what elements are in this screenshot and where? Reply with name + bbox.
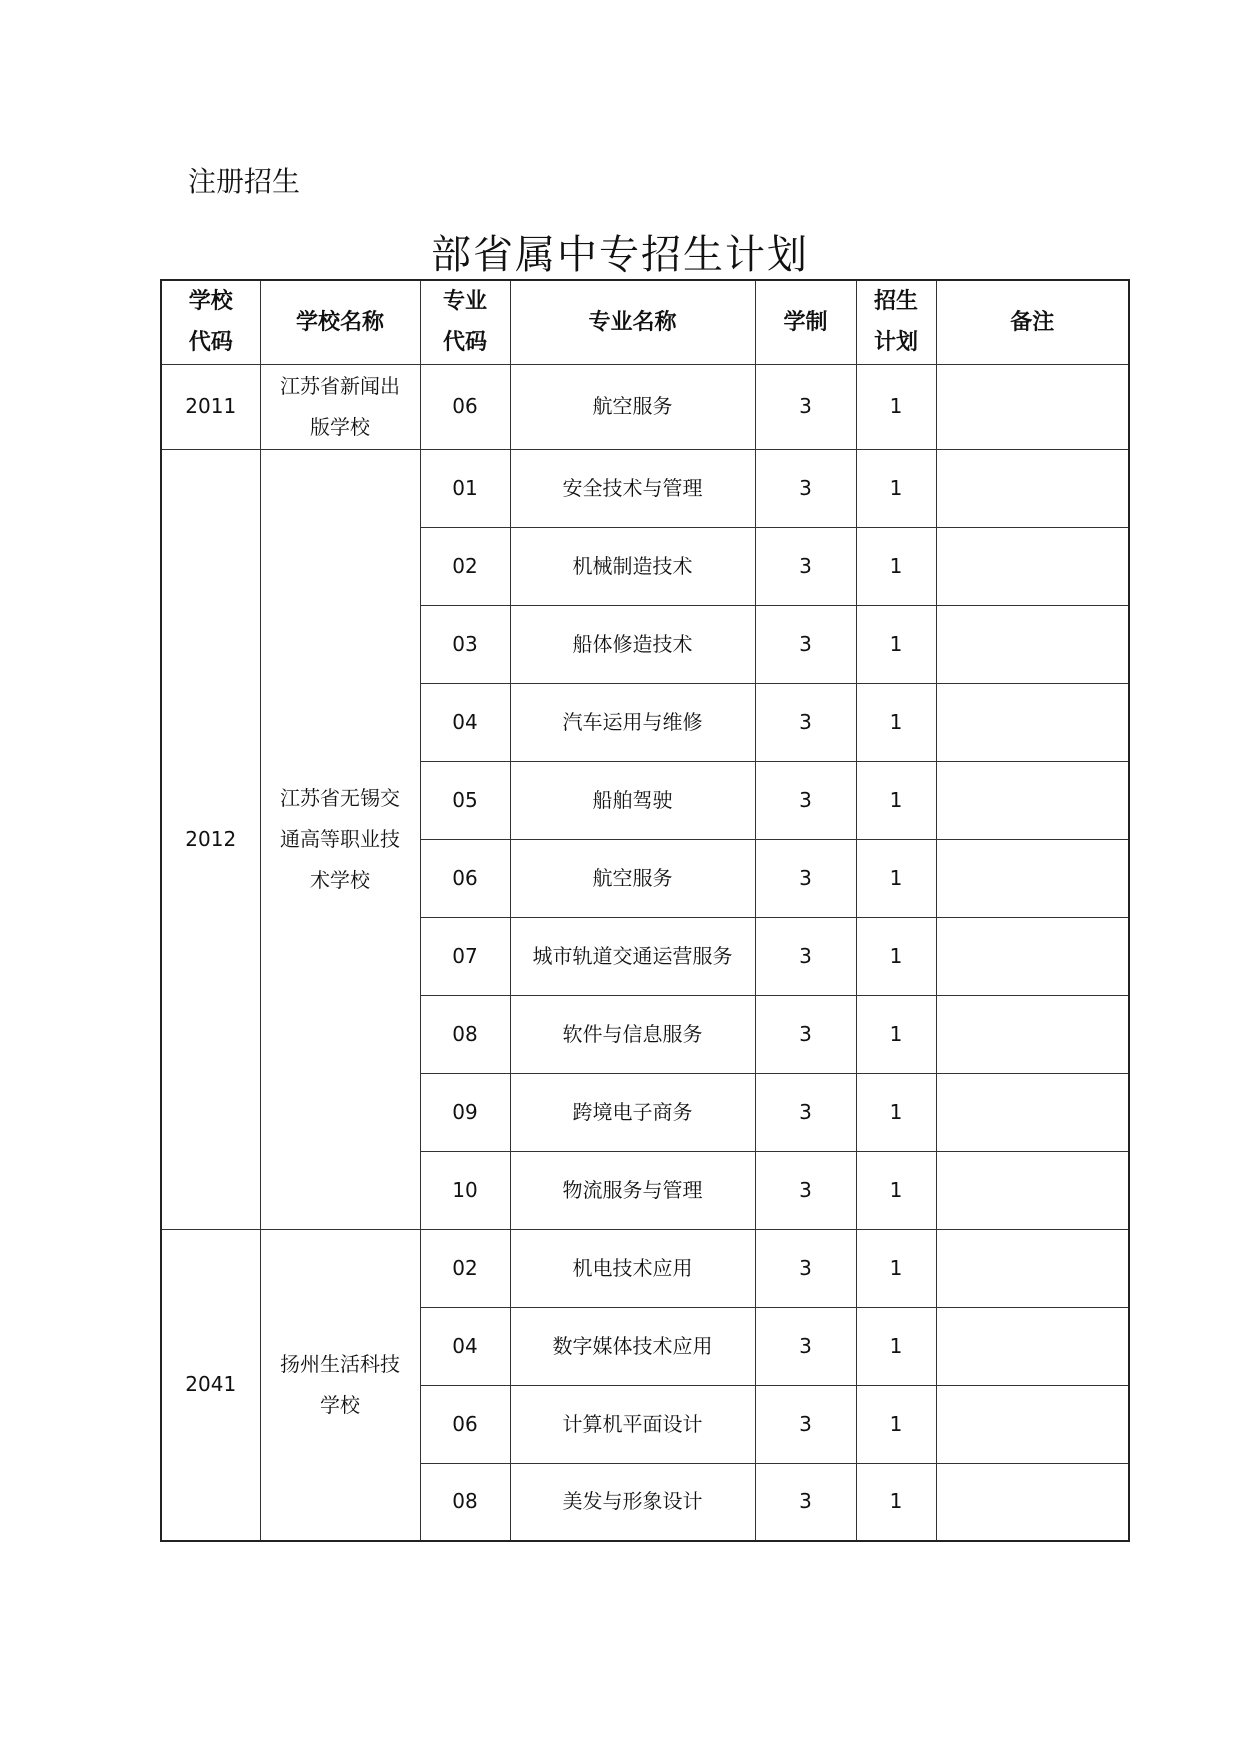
school-name-line: 通高等职业技	[280, 826, 400, 851]
major-code-cell: 04	[420, 683, 510, 761]
major-code-cell: 08	[420, 1463, 510, 1541]
table-row	[161, 1229, 1129, 1307]
school-name-line: 学校	[320, 1392, 360, 1417]
school-name-cell	[260, 364, 420, 449]
duration-cell: 3	[755, 995, 856, 1073]
remark-cell	[936, 683, 1129, 761]
page-title: 部省属中专招生计划	[431, 232, 809, 278]
duration-cell: 3	[755, 364, 856, 449]
duration-cell: 3	[755, 917, 856, 995]
remark-cell	[936, 1151, 1129, 1229]
major-name-cell: 航空服务	[510, 839, 755, 917]
plan-cell: 1	[856, 449, 936, 527]
major-code-cell: 01	[420, 449, 510, 527]
duration-cell: 3	[755, 761, 856, 839]
major-name-cell: 计算机平面设计	[510, 1385, 755, 1463]
plan-cell: 1	[856, 527, 936, 605]
school-code-cell: 2012	[161, 449, 260, 1229]
plan-cell: 1	[856, 605, 936, 683]
plan-cell: 1	[856, 917, 936, 995]
remark-cell	[936, 1385, 1129, 1463]
remark-cell	[936, 605, 1129, 683]
header-major-name: 专业名称	[510, 280, 755, 364]
plan-cell: 1	[856, 1151, 936, 1229]
table-row	[161, 449, 1129, 527]
major-name-cell: 城市轨道交通运营服务	[510, 917, 755, 995]
school-name-line: 版学校	[310, 414, 370, 439]
major-code-cell: 02	[420, 1229, 510, 1307]
header-major-code	[420, 280, 510, 364]
duration-cell: 3	[755, 1151, 856, 1229]
plan-cell: 1	[856, 1073, 936, 1151]
header-school-name: 学校名称	[260, 280, 420, 364]
major-code-cell: 05	[420, 761, 510, 839]
header-school-code-line1: 学校	[188, 289, 233, 315]
remark-cell	[936, 1073, 1129, 1151]
major-name-cell: 汽车运用与维修	[510, 683, 755, 761]
duration-cell: 3	[755, 839, 856, 917]
plan-cell: 1	[856, 761, 936, 839]
plan-cell: 1	[856, 1307, 936, 1385]
header-plan	[856, 280, 936, 364]
plan-cell: 1	[856, 364, 936, 449]
header-plan-line2: 计划	[873, 330, 918, 356]
major-name-cell: 物流服务与管理	[510, 1151, 755, 1229]
school-name-line: 江苏省无锡交	[280, 785, 400, 810]
major-code-cell: 06	[420, 364, 510, 449]
remark-cell	[936, 995, 1129, 1073]
plan-cell: 1	[856, 1229, 936, 1307]
major-code-cell: 03	[420, 605, 510, 683]
remark-cell	[936, 1229, 1129, 1307]
school-name-line: 江苏省新闻出	[280, 373, 400, 398]
remark-cell	[936, 839, 1129, 917]
remark-cell	[936, 1463, 1129, 1541]
major-name-cell: 跨境电子商务	[510, 1073, 755, 1151]
school-name-line: 扬州生活科技	[280, 1351, 400, 1376]
duration-cell: 3	[755, 1385, 856, 1463]
duration-cell: 3	[755, 1073, 856, 1151]
school-name-cell	[260, 1229, 420, 1541]
major-name-cell: 安全技术与管理	[510, 449, 755, 527]
remark-cell	[936, 917, 1129, 995]
major-name-cell: 数字媒体技术应用	[510, 1307, 755, 1385]
duration-cell: 3	[755, 605, 856, 683]
remark-cell	[936, 449, 1129, 527]
major-name-cell: 船体修造技术	[510, 605, 755, 683]
major-code-cell: 06	[420, 839, 510, 917]
remark-cell	[936, 1307, 1129, 1385]
plan-cell: 1	[856, 1463, 936, 1541]
major-code-cell: 02	[420, 527, 510, 605]
header-plan-line1: 招生	[873, 289, 918, 315]
school-code-cell: 2011	[161, 364, 260, 449]
plan-cell: 1	[856, 1385, 936, 1463]
enrollment-plan-table	[160, 279, 1130, 1542]
plan-cell: 1	[856, 839, 936, 917]
major-name-cell: 软件与信息服务	[510, 995, 755, 1073]
major-code-cell: 06	[420, 1385, 510, 1463]
duration-cell: 3	[755, 1229, 856, 1307]
major-code-cell: 10	[420, 1151, 510, 1229]
header-remarks: 备注	[936, 280, 1129, 364]
major-name-cell: 机械制造技术	[510, 527, 755, 605]
header-school-code-line2: 代码	[188, 330, 233, 356]
remark-cell	[936, 364, 1129, 449]
major-name-cell: 机电技术应用	[510, 1229, 755, 1307]
header-row	[161, 280, 1129, 364]
header-school-code	[161, 280, 260, 364]
duration-cell: 3	[755, 1307, 856, 1385]
major-code-cell: 07	[420, 917, 510, 995]
school-name-line: 术学校	[310, 867, 370, 892]
duration-cell: 3	[755, 683, 856, 761]
table-row	[161, 364, 1129, 449]
major-code-cell: 04	[420, 1307, 510, 1385]
header-major-code-line2: 代码	[442, 330, 487, 356]
major-name-cell: 航空服务	[510, 364, 755, 449]
remark-cell	[936, 527, 1129, 605]
major-name-cell: 美发与形象设计	[510, 1463, 755, 1541]
plan-cell: 1	[856, 995, 936, 1073]
header-duration: 学制	[755, 280, 856, 364]
remark-cell	[936, 761, 1129, 839]
duration-cell: 3	[755, 1463, 856, 1541]
table-body	[161, 364, 1129, 1541]
major-code-cell: 08	[420, 995, 510, 1073]
duration-cell: 3	[755, 449, 856, 527]
school-code-cell: 2041	[161, 1229, 260, 1541]
school-name-cell	[260, 449, 420, 1229]
plan-cell: 1	[856, 683, 936, 761]
section-label: 注册招生	[188, 165, 301, 198]
duration-cell: 3	[755, 527, 856, 605]
major-code-cell: 09	[420, 1073, 510, 1151]
major-name-cell: 船舶驾驶	[510, 761, 755, 839]
header-major-code-line1: 专业	[442, 289, 487, 315]
